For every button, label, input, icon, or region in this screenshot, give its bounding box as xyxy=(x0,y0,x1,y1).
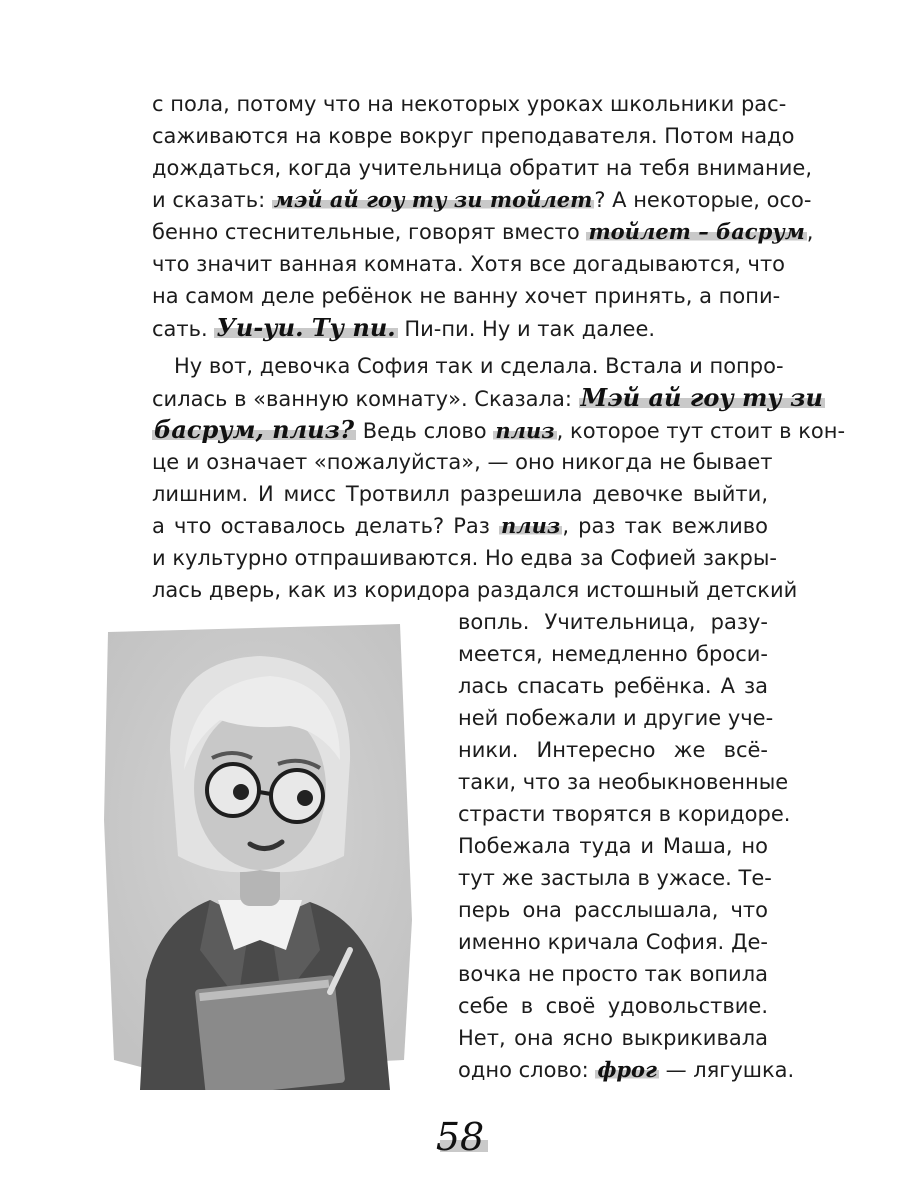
english-phrase-handwritten: басрум, плиз? xyxy=(154,415,355,444)
text-fragment: , раз так вежливо xyxy=(562,514,768,538)
text-line: Нет, она ясно выкрикивала xyxy=(458,1026,768,1050)
text-line xyxy=(152,216,814,248)
text-fragment: Пи-пи. Ну и так далее. xyxy=(404,317,656,341)
text-line: саживаются на ковре вокруг преподавателя. Потом надо xyxy=(152,124,795,148)
text-fragment: Ведь слово xyxy=(362,419,487,443)
text-line: це и означает «пожалуйста», — оно никогда не бывает xyxy=(152,450,773,474)
text-line xyxy=(152,382,823,414)
page-number: 58 xyxy=(435,1115,485,1159)
text-line: ней побежали и другие уче- xyxy=(458,706,774,730)
text-line: с пола, потому что на некоторых уроках школьники рас- xyxy=(152,92,787,116)
text-line: Ну вот, девочка София так и сделала. Встала и попро- xyxy=(174,354,784,378)
text-fragment: одно слово: xyxy=(458,1058,589,1082)
english-word-handwritten: фрог xyxy=(597,1057,657,1082)
text-line xyxy=(152,510,768,542)
text-fragment: бенно стеснительные, говорят вместо xyxy=(152,220,580,244)
text-fragment: , которое тут стоит в кон- xyxy=(556,419,846,443)
text-line: что значит ванная комната. Хотя все догадываются, что xyxy=(152,252,786,276)
text-line xyxy=(152,312,768,344)
text-line: дождаться, когда учительница обратит на тебя внимание, xyxy=(152,156,813,180)
text-fragment: и сказать: xyxy=(152,188,266,212)
text-line: себе в своё удовольствие. xyxy=(458,994,768,1018)
pupil-left xyxy=(233,784,249,800)
text-line: тут же застыла в ужасе. Те- xyxy=(458,866,772,890)
text-line xyxy=(152,414,846,446)
text-line: меется, немедленно броси- xyxy=(458,642,768,666)
text-line: ники. Интересно же всё- xyxy=(458,738,768,762)
english-phrase-handwritten: тойлет – басрум xyxy=(588,219,805,244)
english-word-handwritten: плиз xyxy=(501,513,561,538)
text-fragment: ? А некоторые, осо- xyxy=(594,188,812,212)
english-phrase-handwritten: мэй ай гоу ту зи тойлет xyxy=(273,187,593,212)
text-fragment: а что оставалось делать? Раз xyxy=(152,514,490,538)
text-line: вочка не просто так вопила xyxy=(458,962,768,986)
text-line: вопль. Учительница, разу- xyxy=(458,610,768,634)
text-fragment: , xyxy=(806,220,814,244)
english-phrase-handwritten: Мэй ай гоу ту зи xyxy=(580,383,823,412)
teacher-illustration xyxy=(100,620,420,1090)
glasses-left-lens xyxy=(207,764,259,816)
text-line: лась спасать ребёнка. А за xyxy=(458,674,768,698)
text-line: перь она расслышала, что xyxy=(458,898,768,922)
text-fragment: — лягушка. xyxy=(665,1058,795,1082)
text-line: на самом деле ребёнок не ванну хочет принять, а попи- xyxy=(152,284,781,308)
pupil-right xyxy=(297,790,313,806)
glasses-bridge xyxy=(259,792,271,794)
english-phrase-handwritten: Уи-уи. Ту пи. xyxy=(216,313,396,342)
text-line: и культурно отпрашиваются. Но едва за Софией закры- xyxy=(152,546,777,570)
text-line: таки, что за необыкновенные xyxy=(458,770,789,794)
text-line: лишним. И мисс Тротвилл разрешила девочке выйти, xyxy=(152,482,768,506)
text-line: страсти творятся в коридоре. xyxy=(458,802,791,826)
english-word-handwritten: плиз xyxy=(495,418,555,443)
text-line: именно кричала София. Де- xyxy=(458,930,768,954)
glasses-right-lens xyxy=(271,770,323,822)
text-fragment: сать. xyxy=(152,317,208,341)
text-fragment: силась в «ванную комнату». Сказала: xyxy=(152,387,572,411)
text-line xyxy=(152,184,812,216)
text-line xyxy=(458,1054,795,1086)
text-line: Побежала туда и Маша, но xyxy=(458,834,768,858)
text-line: лась дверь, как из коридора раздался истошный детский xyxy=(152,578,798,602)
